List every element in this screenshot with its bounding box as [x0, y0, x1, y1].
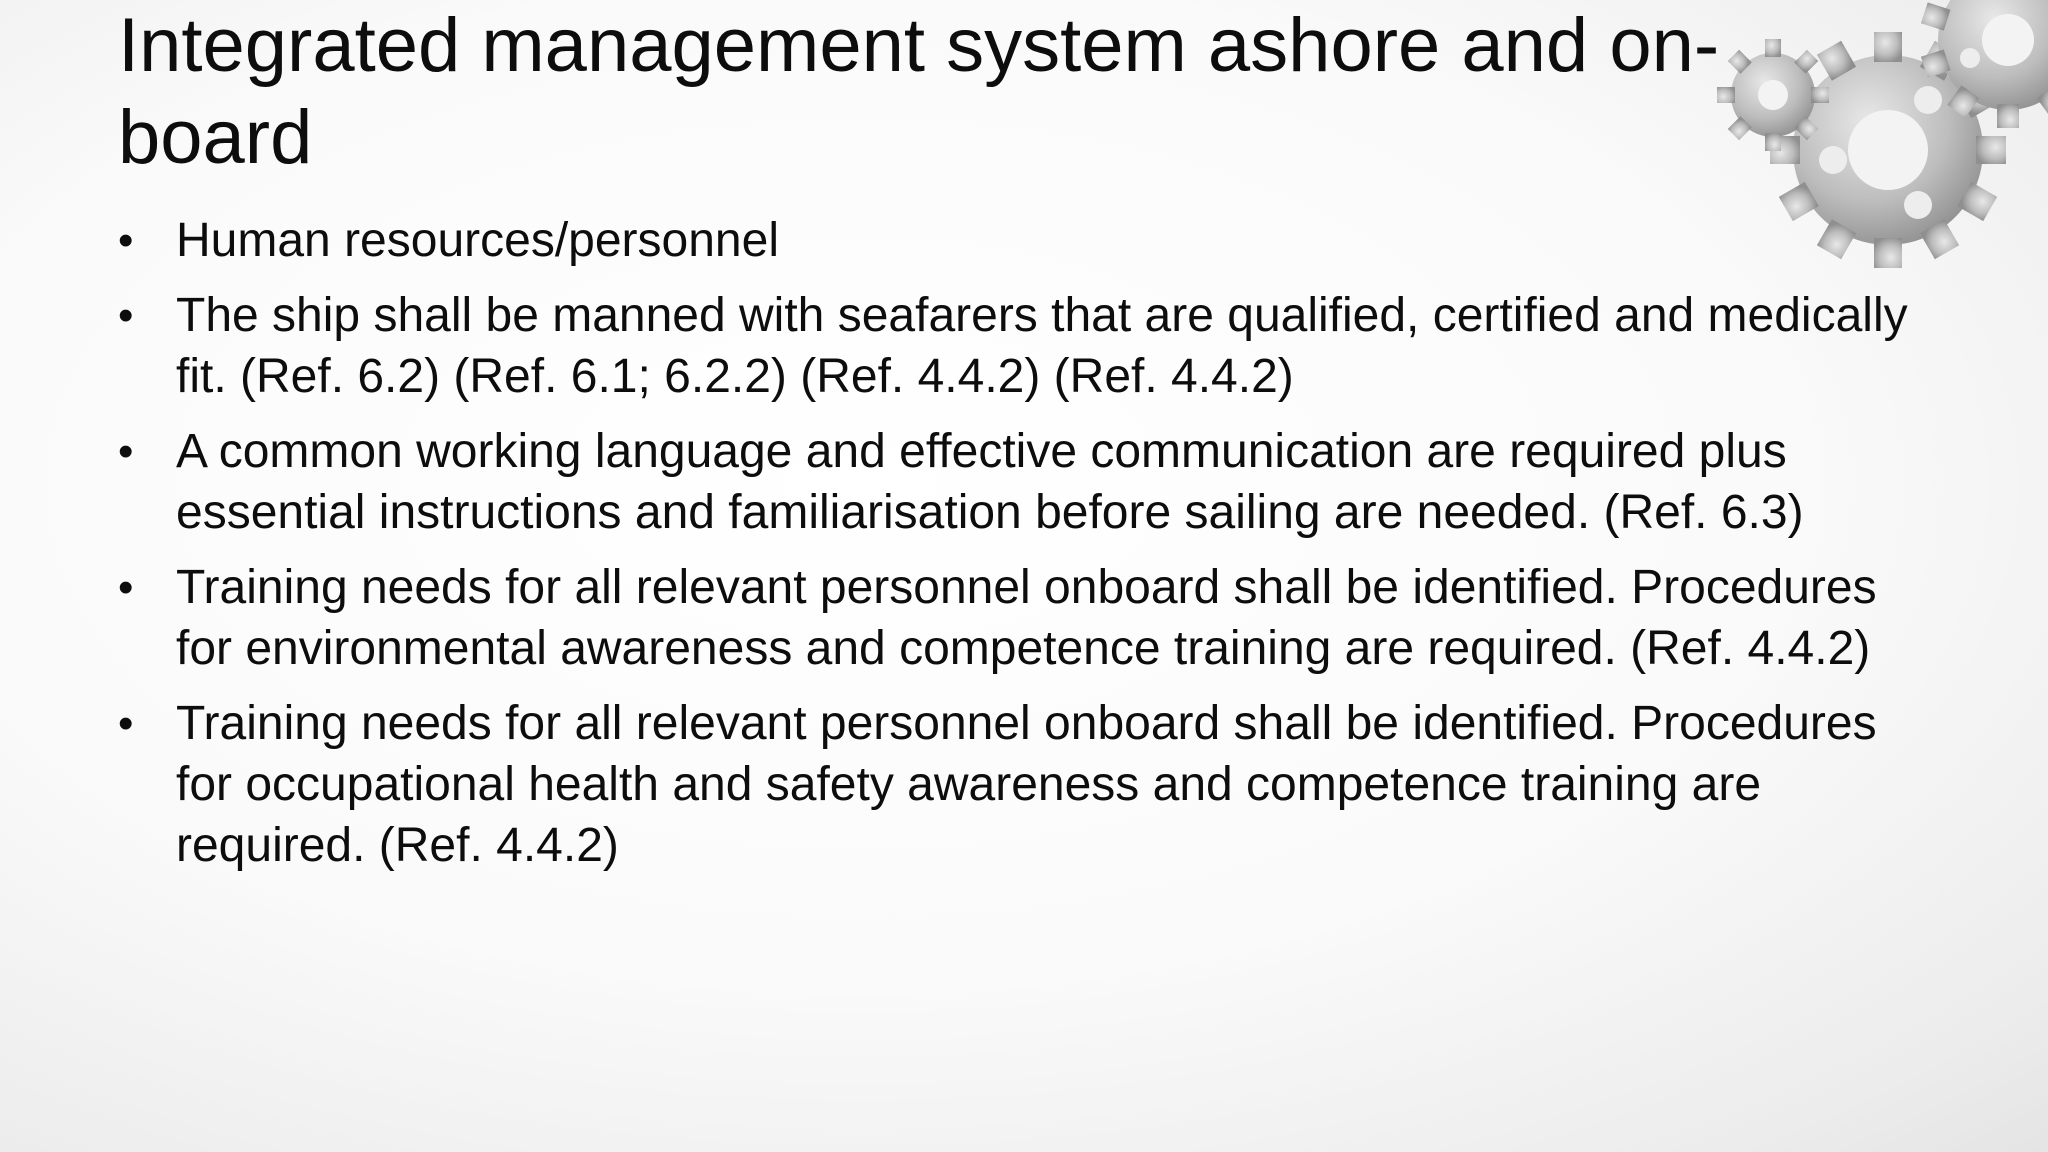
bullet-text: Training needs for all relevant personnel onboard shall be identified. Procedures for occupational health and safety awareness and competence training are required. (Ref. 4.4.2): [176, 697, 1877, 872]
bullet-item: [118, 693, 1918, 876]
bullet-item: [118, 285, 1918, 407]
bullet-marker: •: [118, 699, 134, 748]
bullet-text: Human resources/personnel: [176, 214, 779, 267]
bullet-list: [118, 210, 1918, 890]
bullet-text: The ship shall be manned with seafarers that are qualified, certified and medically fit. (Ref. 6.2) (Ref. 6.1; 6.2.2) (Ref. 4.4.2) (Ref. 4.4.2): [176, 289, 1908, 403]
bullet-marker: •: [118, 216, 134, 265]
bullet-text: A common working language and effective communication are required plus essential instructions and familiarisation before sailing are needed. (Ref. 6.3): [176, 425, 1804, 539]
bullet-marker: •: [118, 563, 134, 612]
bullet-marker: •: [118, 427, 134, 476]
bullet-item: [118, 210, 1918, 271]
slide-title: Integrated management system ashore and on-board: [118, 3, 1720, 180]
bullet-marker: •: [118, 291, 134, 340]
bullet-text: Training needs for all relevant personnel onboard shall be identified. Procedures for environmental awareness and competence training are required. (Ref. 4.4.2): [176, 561, 1877, 675]
bullet-item: [118, 421, 1918, 543]
bullet-item: [118, 557, 1918, 679]
